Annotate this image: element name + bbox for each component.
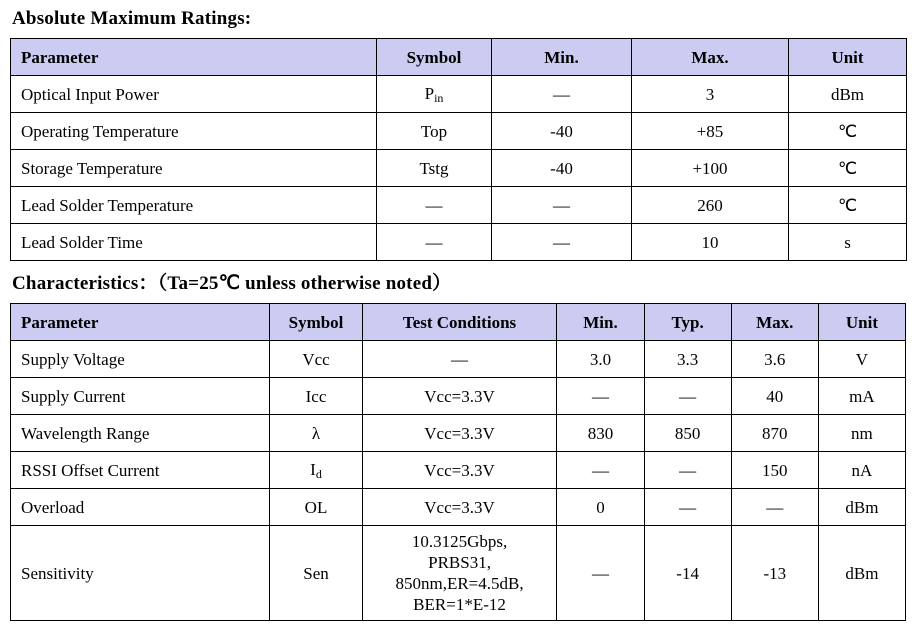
column-header-min: Min.: [557, 304, 644, 341]
cell-unit: mA: [818, 378, 905, 415]
column-header-typ: Typ.: [644, 304, 731, 341]
column-header-unit: Unit: [789, 39, 907, 76]
cell-symbol: OL: [270, 489, 362, 526]
cell-min: —: [492, 187, 632, 224]
cell-min: -40: [492, 150, 632, 187]
cell-parameter: Lead Solder Temperature: [11, 187, 377, 224]
characteristics-table: [10, 303, 906, 621]
cell-unit: nm: [818, 415, 905, 452]
cell-unit: V: [818, 341, 905, 378]
column-header-parameter: Parameter: [11, 304, 270, 341]
section-heading-absolute-maximum-ratings: Absolute Maximum Ratings:: [12, 8, 252, 29]
cell-parameter: Lead Solder Time: [11, 224, 377, 261]
cell-max: 260: [632, 187, 789, 224]
cell-symbol: Vcc: [270, 341, 362, 378]
cell-parameter: Overload: [11, 489, 270, 526]
symbol-text: P: [424, 83, 435, 103]
table-row: [11, 113, 907, 150]
column-header-unit: Unit: [818, 304, 905, 341]
cell-unit: nA: [818, 452, 905, 489]
table-row: [11, 224, 907, 261]
table-header-row: [11, 304, 906, 341]
symbol-text: I: [310, 459, 316, 479]
cell-test-conditions: Vcc=3.3V: [362, 489, 557, 526]
cell-typ: —: [644, 489, 731, 526]
cell-min: 0: [557, 489, 644, 526]
cell-max: 3: [632, 76, 789, 113]
column-header-max: Max.: [632, 39, 789, 76]
table-row: [11, 415, 906, 452]
cell-unit: ℃: [789, 113, 907, 150]
cell-parameter: Supply Current: [11, 378, 270, 415]
cell-unit: ℃: [789, 150, 907, 187]
cell-max: 150: [731, 452, 818, 489]
cell-typ: 3.3: [644, 341, 731, 378]
table-body: [11, 76, 907, 261]
cell-max: 10: [632, 224, 789, 261]
cell-max: —: [731, 489, 818, 526]
cell-min: —: [492, 76, 632, 113]
cell-test-conditions: Vcc=3.3V: [362, 452, 557, 489]
table-row: [11, 150, 907, 187]
cell-symbol: [270, 452, 362, 489]
cell-typ: —: [644, 378, 731, 415]
cell-parameter: Sensitivity: [11, 526, 270, 621]
cell-symbol: Tstg: [377, 150, 492, 187]
cell-max: 40: [731, 378, 818, 415]
cell-parameter: Operating Temperature: [11, 113, 377, 150]
cell-unit: s: [789, 224, 907, 261]
symbol-subscript: d: [315, 466, 322, 481]
cell-max: 3.6: [731, 341, 818, 378]
cell-symbol: λ: [270, 415, 362, 452]
cell-min: 3.0: [557, 341, 644, 378]
column-header-symbol: Symbol: [377, 39, 492, 76]
cell-parameter: Wavelength Range: [11, 415, 270, 452]
cell-parameter: Supply Voltage: [11, 341, 270, 378]
table-row: [11, 489, 906, 526]
cell-min: —: [492, 224, 632, 261]
cell-parameter: RSSI Offset Current: [11, 452, 270, 489]
cell-test-conditions: Vcc=3.3V: [362, 415, 557, 452]
cell-max: -13: [731, 526, 818, 621]
cell-unit: dBm: [789, 76, 907, 113]
condition-line: BER=1*E-12: [413, 595, 506, 614]
symbol-subscript: in: [434, 90, 444, 105]
cell-symbol: —: [377, 187, 492, 224]
cell-min: -40: [492, 113, 632, 150]
table-body: [11, 341, 906, 621]
cell-symbol: Icc: [270, 378, 362, 415]
table-header: [11, 39, 907, 76]
column-header-test-conditions: Test Conditions: [362, 304, 557, 341]
table-row: [11, 452, 906, 489]
condition-line: 10.3125Gbps,: [411, 532, 508, 551]
table-row: [11, 341, 906, 378]
cell-symbol: Top: [377, 113, 492, 150]
table-row: [11, 378, 906, 415]
cell-min: —: [557, 378, 644, 415]
column-header-min: Min.: [492, 39, 632, 76]
condition-line: PRBS31,: [428, 553, 491, 572]
cell-unit: ℃: [789, 187, 907, 224]
cell-test-conditions: —: [362, 341, 557, 378]
condition-line: 850nm,ER=4.5dB,: [395, 574, 524, 593]
cell-typ: 850: [644, 415, 731, 452]
cell-symbol: —: [377, 224, 492, 261]
cell-max: +85: [632, 113, 789, 150]
column-header-parameter: Parameter: [11, 39, 377, 76]
cell-max: 870: [731, 415, 818, 452]
table-row: [11, 76, 907, 113]
cell-unit: dBm: [818, 526, 905, 621]
cell-min: 830: [557, 415, 644, 452]
cell-symbol: [377, 76, 492, 113]
table-header-row: [11, 39, 907, 76]
column-header-max: Max.: [731, 304, 818, 341]
absolute-maximum-ratings-table: [10, 38, 907, 261]
table-row: [11, 526, 906, 621]
cell-max: +100: [632, 150, 789, 187]
cell-parameter: Optical Input Power: [11, 76, 377, 113]
cell-typ: -14: [644, 526, 731, 621]
cell-test-conditions: [362, 526, 557, 621]
cell-typ: —: [644, 452, 731, 489]
cell-min: —: [557, 526, 644, 621]
table-header: [11, 304, 906, 341]
section-heading-characteristics: Characteristics：（Ta=25℃ unless otherwise noted）: [12, 273, 452, 294]
cell-min: —: [557, 452, 644, 489]
column-header-symbol: Symbol: [270, 304, 362, 341]
cell-test-conditions: Vcc=3.3V: [362, 378, 557, 415]
cell-symbol: Sen: [270, 526, 362, 621]
table-row: [11, 187, 907, 224]
cell-unit: dBm: [818, 489, 905, 526]
cell-parameter: Storage Temperature: [11, 150, 377, 187]
